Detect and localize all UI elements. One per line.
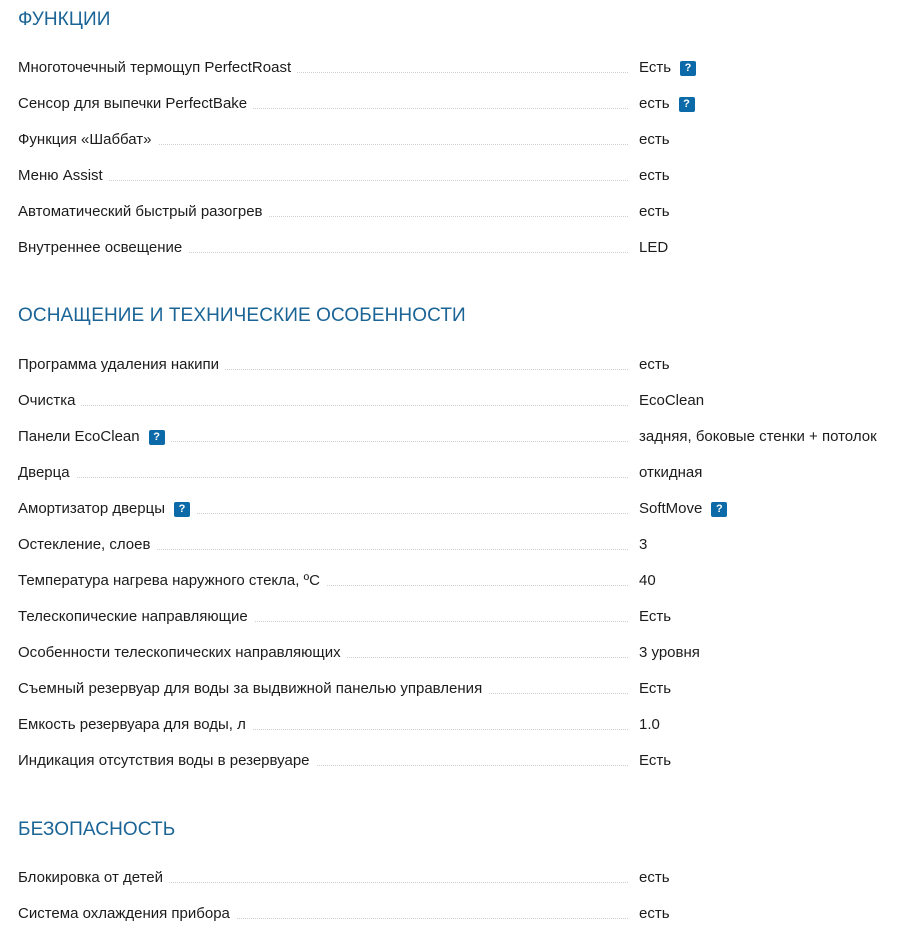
spec-value-text: Есть <box>639 608 672 625</box>
spec-value-text: Есть <box>639 752 672 769</box>
spec-value <box>639 644 700 662</box>
spec-label <box>18 428 171 446</box>
leader-dots <box>18 405 628 406</box>
spec-row <box>18 608 908 644</box>
spec-label-text: Сенсор для выпечки PerfectBake <box>18 95 248 112</box>
spec-value <box>639 608 671 626</box>
spec-label <box>18 356 225 374</box>
spec-value <box>639 59 696 77</box>
spec-row <box>18 752 908 788</box>
spec-label <box>18 203 269 221</box>
spec-value-text: 3 уровня <box>639 644 700 661</box>
spec-value <box>639 131 670 149</box>
spec-row <box>18 95 908 131</box>
spec-value <box>639 167 670 185</box>
spec-label <box>18 536 156 554</box>
spec-value <box>639 905 670 923</box>
spec-value-text: 3 <box>639 536 648 553</box>
spec-label-text: Индикация отсутствия воды в резервуаре <box>18 752 310 769</box>
spec-label-text: Остекление, слоев <box>18 536 151 553</box>
leader-dots <box>18 180 628 181</box>
spec-value <box>639 95 695 113</box>
spec-value <box>639 464 702 482</box>
spec-label <box>18 869 169 887</box>
spec-value-text: есть <box>639 131 670 148</box>
spec-value <box>639 680 671 698</box>
spec-value <box>639 392 704 410</box>
spec-value-text: есть <box>639 167 670 184</box>
spec-value-text: SoftMove <box>639 500 703 517</box>
spec-row <box>18 644 908 680</box>
spec-value-text: есть <box>639 356 670 373</box>
section-functions <box>18 9 908 31</box>
spec-label-text: Телескопические направляющие <box>18 608 248 625</box>
spec-value <box>639 203 670 221</box>
spec-label <box>18 905 236 923</box>
spec-value <box>639 869 670 887</box>
spec-value <box>639 536 647 554</box>
spec-label-text: Программа удаления накипи <box>18 356 219 373</box>
spec-row <box>18 167 908 203</box>
spec-value-text: 1.0 <box>639 716 660 733</box>
spec-label-text: Дверца <box>18 464 70 481</box>
spec-label <box>18 464 76 482</box>
spec-label <box>18 752 316 770</box>
spec-value-text: есть <box>639 905 670 922</box>
spec-value <box>639 239 668 257</box>
spec-label-text: Система охлаждения прибора <box>18 905 230 922</box>
spec-label <box>18 95 253 113</box>
section-equipment <box>18 305 908 327</box>
spec-value-text: Есть <box>639 59 672 76</box>
spec-value-text: есть <box>639 203 670 220</box>
spec-row <box>18 536 908 572</box>
spec-label <box>18 716 252 734</box>
question-icon[interactable]: ? <box>711 502 727 517</box>
spec-label-text: Съемный резервуар для воды за выдвижной панелью управления <box>18 680 483 697</box>
spec-label <box>18 644 347 662</box>
spec-value-text: EcoClean <box>639 392 705 409</box>
spec-row <box>18 572 908 608</box>
spec-label <box>18 572 326 590</box>
spec-label <box>18 392 81 410</box>
spec-label <box>18 239 188 257</box>
spec-label-text: Меню Assist <box>18 167 103 184</box>
spec-value-text: 40 <box>639 572 656 589</box>
spec-label-text: Емкость резервуара для воды, л <box>18 716 246 733</box>
spec-label-text: Особенности телескопических направляющих <box>18 644 341 661</box>
spec-label <box>18 59 297 77</box>
spec-value <box>639 428 877 446</box>
spec-rows <box>18 869 908 941</box>
question-icon[interactable]: ? <box>680 61 696 76</box>
question-icon[interactable]: ? <box>149 430 165 445</box>
spec-row <box>18 203 908 239</box>
spec-row <box>18 356 908 392</box>
section-title: ОСНАЩЕНИЕ И ТЕХНИЧЕСКИЕ ОСОБЕННОСТИ <box>18 305 466 326</box>
spec-row <box>18 392 908 428</box>
spec-label-text: Функция «Шаббат» <box>18 131 152 148</box>
spec-label-text: Внутреннее освещение <box>18 239 183 256</box>
spec-value <box>639 716 660 734</box>
spec-label-text: Амортизатор дверцы <box>18 500 165 517</box>
spec-row <box>18 716 908 752</box>
spec-value-text: задняя, боковые стенки + потолок <box>639 428 877 445</box>
spec-row <box>18 905 908 941</box>
spec-rows <box>18 356 908 788</box>
spec-label <box>18 680 488 698</box>
spec-row <box>18 869 908 905</box>
spec-label <box>18 608 254 626</box>
spec-value-text: откидная <box>639 464 703 481</box>
spec-row <box>18 464 908 500</box>
spec-value-text: LED <box>639 239 669 256</box>
spec-rows <box>18 59 908 275</box>
spec-label <box>18 167 109 185</box>
spec-row <box>18 500 908 536</box>
spec-label <box>18 131 158 149</box>
spec-row <box>18 239 908 275</box>
section-safety <box>18 819 908 841</box>
section-title: ФУНКЦИИ <box>18 9 111 30</box>
spec-label-text: Панели EcoClean <box>18 428 140 445</box>
spec-value <box>639 500 727 518</box>
spec-value <box>639 356 670 374</box>
spec-label-text: Многоточечный термощуп PerfectRoast <box>18 59 292 76</box>
spec-row <box>18 428 908 464</box>
spec-label <box>18 500 196 518</box>
spec-label-text: Блокировка от детей <box>18 869 164 886</box>
spec-value-text: есть <box>639 869 670 886</box>
spec-label-text: Температура нагрева наружного стекла, ºC <box>18 572 320 589</box>
question-icon[interactable]: ? <box>174 502 190 517</box>
spec-value-text: есть <box>639 95 670 112</box>
spec-value-text: Есть <box>639 680 672 697</box>
question-icon[interactable]: ? <box>679 97 695 112</box>
leader-dots <box>18 477 628 478</box>
section-title: БЕЗОПАСНОСТЬ <box>18 819 176 840</box>
spec-label-text: Автоматический быстрый разогрев <box>18 203 263 220</box>
spec-label-text: Очистка <box>18 392 76 409</box>
spec-row <box>18 59 908 95</box>
spec-row <box>18 680 908 716</box>
spec-row <box>18 131 908 167</box>
spec-value <box>639 572 656 590</box>
spec-value <box>639 752 671 770</box>
